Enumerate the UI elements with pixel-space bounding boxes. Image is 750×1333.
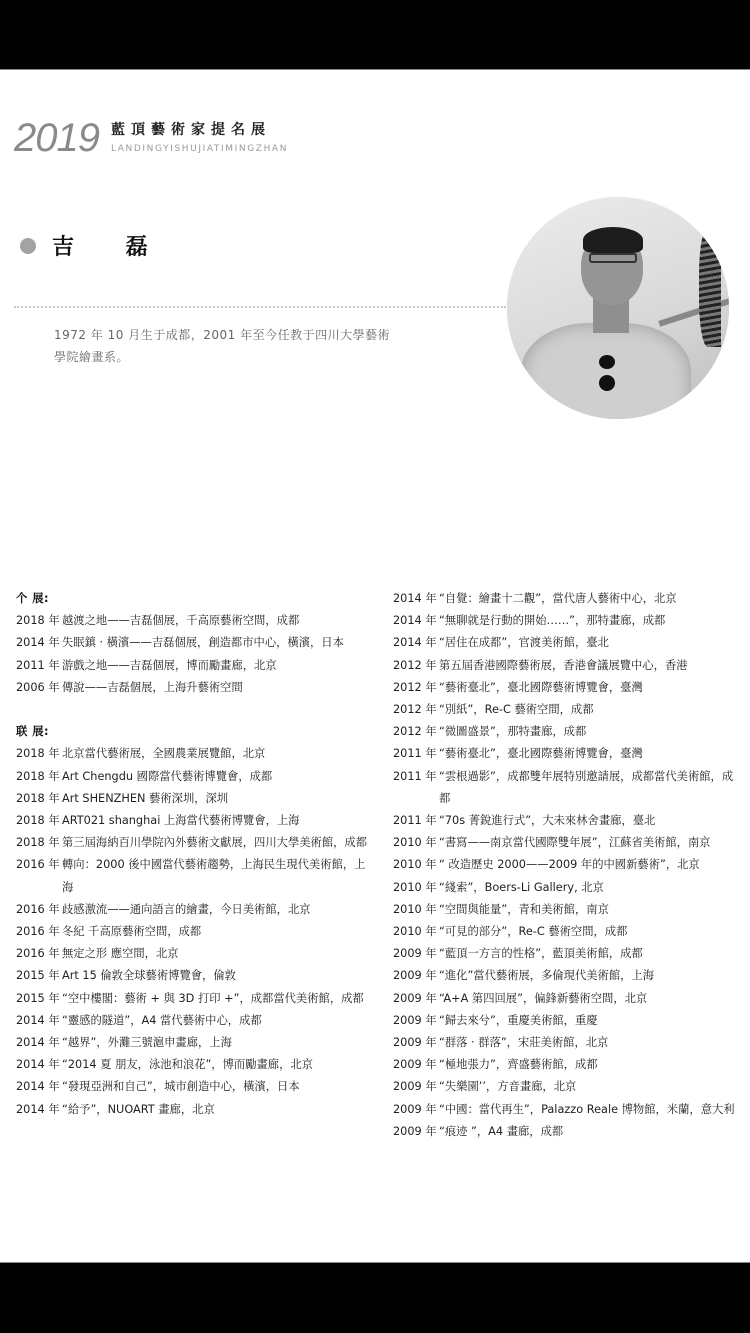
exhibition-entry [393, 854, 738, 876]
exhibition-entry [16, 988, 368, 1010]
entry-year: 2009 年 [393, 1058, 437, 1072]
entry-text: 第五屆香港國際藝術展，香港會議展覽中心，香港 [439, 658, 688, 672]
exhibition-entry [393, 921, 738, 943]
entry-year: 2016 年 [16, 947, 60, 961]
entry-year: 2018 年 [16, 813, 60, 827]
exhibition-entry [393, 1076, 738, 1098]
header-year: 2019 [14, 116, 99, 160]
entry-text: 北京當代藝術展，全國農業展覽館，北京 [62, 747, 266, 761]
entry-text: Art Chengdu 國際當代藝術博覽會，成都 [62, 769, 273, 783]
entry-text: “雲根過影”，成都雙年展特別邀請展，成都當代美術館，成都 [439, 769, 734, 805]
exhibition-entry [393, 1010, 738, 1032]
exhibition-entry [16, 1032, 368, 1054]
solo-exhibitions-title: 个 展: [16, 592, 50, 605]
exhibition-entry [393, 832, 738, 854]
exhibition-entry [393, 766, 738, 810]
entry-text: “無聊就是行動的開始……”，那特畫廊，成都 [439, 614, 666, 628]
artist-portrait [507, 197, 729, 419]
entry-year: 2014 年 [16, 1058, 60, 1072]
entry-text: “中國：當代再生”，Palazzo Reale 博物館，米蘭，意大利 [439, 1102, 735, 1116]
exhibition-entry [393, 743, 738, 765]
exhibition-entry [393, 632, 738, 654]
entry-text: “ 改造歷史 2000——2009 年的中國新藝術”，北京 [439, 858, 700, 872]
artist-bio: 1972 年 10 月生于成都，2001 年至今任教于四川大學藝術學院繪畫系。 [54, 328, 391, 364]
entry-year: 2014 年 [16, 1036, 60, 1050]
entry-year: 2010 年 [393, 836, 437, 850]
entry-year: 2006 年 [16, 680, 60, 694]
exhibition-entry [16, 943, 368, 965]
group-exhibitions-list-right [393, 588, 738, 1143]
letterbox-bottom [0, 1263, 750, 1333]
entry-year: 2014 年 [16, 1080, 60, 1094]
entry-year: 2009 年 [393, 947, 437, 961]
entry-year: 2012 年 [393, 725, 437, 739]
entry-year: 2010 年 [393, 858, 437, 872]
entry-text: “失樂園’’，方音畫廊，北京 [439, 1080, 577, 1094]
exhibition-entry [16, 899, 368, 921]
entry-text: “空間與能量”，青和美術館，南京 [439, 902, 609, 916]
exhibition-entry [393, 721, 738, 743]
entry-text: 轉向：2000 後中國當代藝術趨勢，上海民生現代美術館，上海 [62, 858, 366, 894]
entry-year: 2014 年 [16, 1013, 60, 1027]
exhibition-entry [393, 699, 738, 721]
entry-year: 2009 年 [393, 1124, 437, 1138]
entry-text: “發現亞洲和自己”，城市創造中心，橫濱，日本 [62, 1080, 300, 1094]
exhibition-entry [393, 1099, 738, 1121]
header-title-block [111, 121, 288, 156]
exhibition-entry [393, 965, 738, 987]
entry-year: 2010 年 [393, 880, 437, 894]
entry-year: 2011 年 [393, 769, 437, 783]
entry-text: “進化”當代藝術展，多倫現代美術館，上海 [439, 969, 655, 983]
entry-text: “空中樓閣：藝術 + 與 3D 打印 +”，成都當代美術館，成都 [62, 991, 364, 1005]
entry-year: 2010 年 [393, 925, 437, 939]
entry-year: 2012 年 [393, 680, 437, 694]
exhibition-entry [16, 832, 368, 854]
exhibition-entry [16, 766, 368, 788]
entry-text: 無定之形 應空間，北京 [62, 947, 179, 961]
exhibition-entry [393, 899, 738, 921]
entry-year: 2011 年 [393, 814, 437, 828]
entry-text: 第三屆海納百川學院內外藝術文獻展，四川大學美術館，成都 [62, 836, 368, 850]
exhibition-entry [393, 655, 738, 677]
entry-text: “綫索”，Boers-Li Gallery, 北京 [439, 880, 604, 894]
exhibition-entry [16, 610, 368, 632]
entry-year: 2014 年 [393, 592, 437, 605]
entry-year: 2018 年 [16, 791, 60, 805]
entry-year: 2009 年 [393, 1080, 437, 1094]
entry-year: 2012 年 [393, 658, 437, 672]
header-title-cn: 藍頂藝術家提名展 [110, 121, 271, 138]
entry-text: 冬紀 千高原藝術空間，成都 [62, 925, 202, 938]
entry-year: 2016 年 [16, 902, 60, 916]
exhibition-entry [393, 943, 738, 965]
entry-year: 2009 年 [393, 1013, 437, 1027]
entry-year: 2016 年 [16, 925, 60, 938]
entry-text: “給予”，NUOART 畫廊，北京 [62, 1102, 215, 1116]
exhibition-entry [16, 965, 368, 987]
entry-text: “A+A 第四回展”，偏鋒新藝術空間，北京 [439, 991, 648, 1005]
entry-text: “微圖盛景”，那特畫廊，成都 [439, 725, 587, 739]
exhibition-entry [16, 632, 368, 654]
entry-text: 失眠鎮 · 橫濱——吉磊個展，創造都市中心，橫濱，日本 [62, 636, 344, 650]
entry-text: “70s 菁銳進行式”，大未來林舍畫廊，臺北 [439, 814, 656, 828]
entry-text: Art SHENZHEN 藝術深圳，深圳 [62, 791, 229, 805]
exhibition-entry [16, 1010, 368, 1032]
exhibition-entry [16, 743, 368, 765]
entry-year: 2018 年 [16, 614, 60, 628]
entry-year: 2009 年 [393, 1036, 437, 1050]
exhibition-entry [393, 810, 738, 832]
entry-text: “痕迹 ”，A4 畫廊，成都 [439, 1124, 564, 1138]
entry-text: “居住在成都”，官渡美術館，臺北 [439, 636, 609, 650]
exhibition-entry [393, 610, 738, 632]
entry-year: 2018 年 [16, 769, 60, 783]
exhibition-entry [16, 921, 368, 943]
entry-text: 游戲之地——吉磊個展，博而勵畫廊，北京 [62, 658, 277, 672]
exhibition-entry [16, 854, 368, 898]
entry-year: 2010 年 [393, 902, 437, 916]
entry-text: 歧感激流——通向語言的繪畫，今日美術館，北京 [62, 902, 311, 916]
entry-text: “自覺：繪畫十二觀”，當代唐人藝術中心，北京 [439, 592, 677, 605]
bullet-dot-icon [20, 238, 36, 254]
entry-year: 2011 年 [393, 747, 437, 761]
entry-year: 2012 年 [393, 703, 437, 717]
entry-year: 2014 年 [16, 636, 60, 650]
artist-name-row [20, 230, 170, 261]
exhibition-entry [16, 788, 368, 810]
exhibitions-left-column [16, 588, 368, 1121]
artist-name: 吉 磊 [52, 234, 170, 260]
entry-text: “靈感的隧道”，A4 當代藝術中心，成都 [62, 1013, 262, 1027]
entry-text: “藝術臺北”，臺北國際藝術博覽會，臺灣 [439, 747, 643, 761]
group-exhibitions-list-left [16, 743, 368, 1120]
entry-text: 越渡之地——吉磊個展，千高原藝術空間，成都 [62, 614, 300, 628]
exhibition-entry [16, 1099, 368, 1121]
entry-text: “越界”，外灘三號滬申畫廊，上海 [62, 1036, 232, 1050]
entry-text: “別紙”，Re-C 藝術空間，成都 [439, 703, 594, 717]
dotted-divider [14, 306, 506, 308]
exhibition-entry [16, 1076, 368, 1098]
entry-year: 2009 年 [393, 969, 437, 983]
entry-year: 2011 年 [16, 658, 60, 672]
entry-year: 2015 年 [16, 969, 60, 983]
entry-text: “極地張力”，齊盛藝術館，成都 [439, 1058, 598, 1072]
exhibition-entry [393, 988, 738, 1010]
entry-text: “藍頂一方言的性格”，藍頂美術館，成都 [439, 947, 643, 961]
header-title-en: LANDINGYISHUJIATIMINGZHAN [110, 143, 289, 154]
entry-text: “可見的部分”，Re-C 藝術空間，成都 [439, 925, 628, 939]
entry-year: 2014 年 [393, 614, 437, 628]
entry-text: “歸去來兮”，重慶美術館，重慶 [439, 1013, 598, 1027]
exhibition-entry [16, 810, 368, 832]
exhibition-entry [16, 677, 368, 699]
exhibition-entry [393, 877, 738, 899]
exhibition-entry [393, 1121, 738, 1143]
entry-year: 2014 年 [393, 636, 437, 650]
entry-year: 2015 年 [16, 991, 60, 1005]
exhibition-entry [393, 677, 738, 699]
letterbox-top [0, 0, 750, 69]
entry-text: Art 15 倫敦全球藝術博覽會，倫敦 [62, 969, 236, 983]
exhibition-entry [16, 1054, 368, 1076]
solo-exhibitions-list [16, 610, 368, 699]
exhibition-entry [393, 588, 738, 610]
entry-year: 2009 年 [393, 991, 437, 1005]
artist-profile-page [0, 69, 750, 1263]
exhibition-entry [16, 655, 368, 677]
exhibition-entry [393, 1032, 738, 1054]
exhibition-entry [393, 1054, 738, 1076]
entry-year: 2018 年 [16, 836, 60, 850]
entry-text: 傳說——吉磊個展，上海升藝術空間 [62, 680, 243, 694]
exhibition-header [14, 118, 288, 158]
entry-text: “2014 夏 朋友，泳池和浪花”，博而勵畫廊，北京 [62, 1058, 313, 1072]
group-exhibitions-title: 联 展: [16, 725, 50, 739]
entry-year: 2009 年 [393, 1102, 437, 1116]
entry-year: 2018 年 [16, 747, 60, 761]
entry-year: 2014 年 [16, 1102, 60, 1116]
entry-text: “藝術臺北”，臺北國際藝術博覽會，臺灣 [439, 680, 643, 694]
entry-text: “群落 · 群落”，宋莊美術館，北京 [439, 1036, 609, 1050]
exhibitions-right-column [393, 588, 738, 1143]
entry-text: “書寫——南京當代國際雙年展”，江蘇省美術館，南京 [439, 836, 711, 850]
entry-year: 2016 年 [16, 858, 60, 872]
entry-text: ART021 shanghai 上海當代藝術博覽會，上海 [62, 813, 300, 827]
